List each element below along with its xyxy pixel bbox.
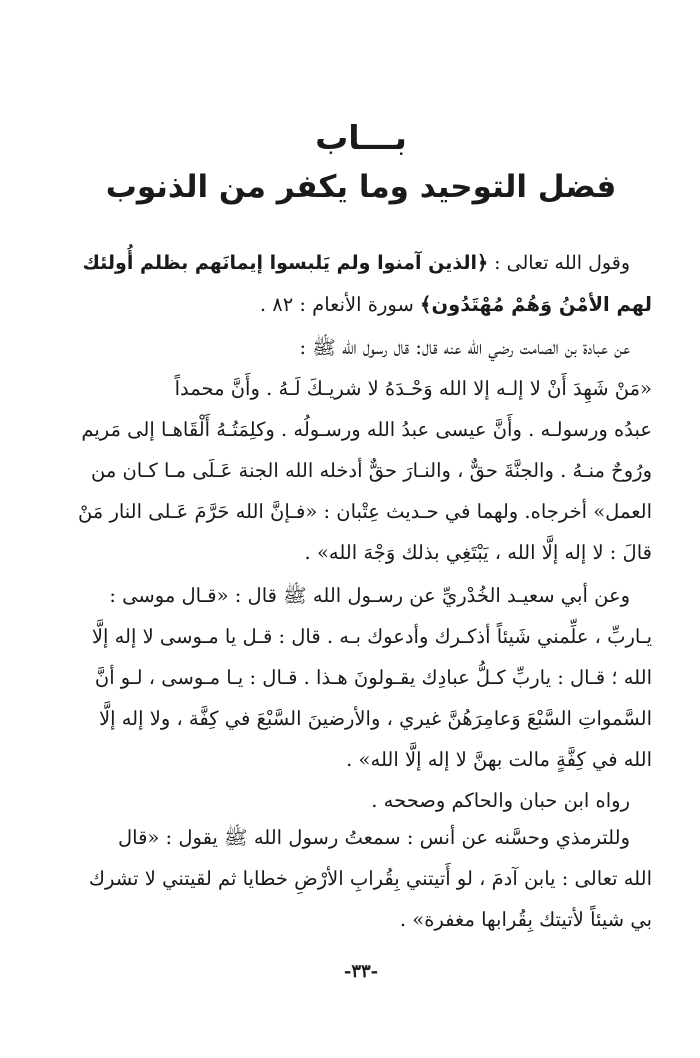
text-segment: وقول الله تعالى : <box>488 252 630 274</box>
paragraph-hadith-anas <box>70 817 652 940</box>
paragraph-hadith-abu-said <box>70 575 652 780</box>
text-line: السَّمواتِ السَّبْعَ وَعامِرَهُنَّ غيري ، والأرضينَ السَّبْعَ في كِفَّة ، ولا إله إلَّا <box>98 707 652 730</box>
text-line: بي شيئاً لأتيتك بِقُرابها مغفرة» . <box>399 908 652 931</box>
text-line: الله ؛ قـال : ياربِّ كـلُّ عبادِك يقـولونَ هـذا . قـال : يـا مـوسى ، لـو أنَّ <box>94 666 652 689</box>
chapter-title: فضل التوحيد وما يكفر من الذنوب <box>105 169 617 205</box>
text-line: الله تعالى : يابن آدمَ ، لو أَتيتني بِقُرابِ الأرْضِ خطايا ثم لقيتني لا تشرك <box>88 867 652 890</box>
text-line <box>70 284 652 325</box>
text-line: ورُوحٌ منـهُ . والجنَّةَ حقٌّ ، والنـارَ حقٌّ أدخله الله الجنة عَـلَى مـا كـان من <box>91 459 652 482</box>
text-line: العمل» أخرجاه. ولهما في حـديث عِتْبان : «فـإنَّ الله حَرَّمَ عَـلى النار مَنْ <box>77 500 652 523</box>
text-line: عبدُه ورسولـه . وأَنَّ عيسى عبدُ الله ورسـولُه . وكلِمَتُـهُ أَلْقَاهـا إلى مَريم <box>81 418 652 441</box>
section-heading-bab: بـــاب <box>315 118 407 157</box>
quran-text: لهم الأمْنُ وَهُمْ مُهْتَدُون﴾ <box>420 293 652 316</box>
book-page <box>70 0 652 1058</box>
hadith-source: رواه ابن حبان والحاكم وصححه . <box>371 789 630 812</box>
text-line: وعن أبي سعيـد الخُدْريِّ عن رسـول الله ﷺ قال : «قـال موسى : <box>109 584 630 607</box>
paragraph-hadith-ubada <box>70 327 652 573</box>
text-line: «مَنْ شَهِدَ أَنْ لا إلـه إلا الله وَحْـدَهُ لا شريـكَ لَـهُ . وأَنَّ محمداً <box>174 377 652 400</box>
text-line: وللترمذي وحسَّنه عن أنس : سمعتُ رسول الله ﷺ يقول : «قال <box>118 826 630 849</box>
quran-text: ﴿الذين آمنوا ولم يَلبسوا إيمانَهم بظلم أُولئك <box>82 252 489 274</box>
text-line: قالَ : لا إله إلَّا الله ، يَبْتَغِي بذلك وَجْهَ الله» . <box>304 541 652 564</box>
text-segment: سورة الأنعام : ٨٢ . <box>259 293 421 316</box>
text-line: الله في كِفَّةٍ مالت بهنَّ لا إله إلَّا الله» . <box>346 748 652 771</box>
paragraph-quran-verse <box>70 243 652 325</box>
text-line <box>70 243 652 284</box>
page-number: -٣٣- <box>343 961 379 982</box>
text-line: عن عبادة بن الصامت رضي الله عنه قال: قال رسول الله ﷺ : <box>299 336 630 359</box>
text-line: يـاربِّ ، علِّمني شَيئاً أذكـرك وأدعوك بـه . قال : قـل يا مـوسى لا إله إلَّا <box>91 625 652 648</box>
